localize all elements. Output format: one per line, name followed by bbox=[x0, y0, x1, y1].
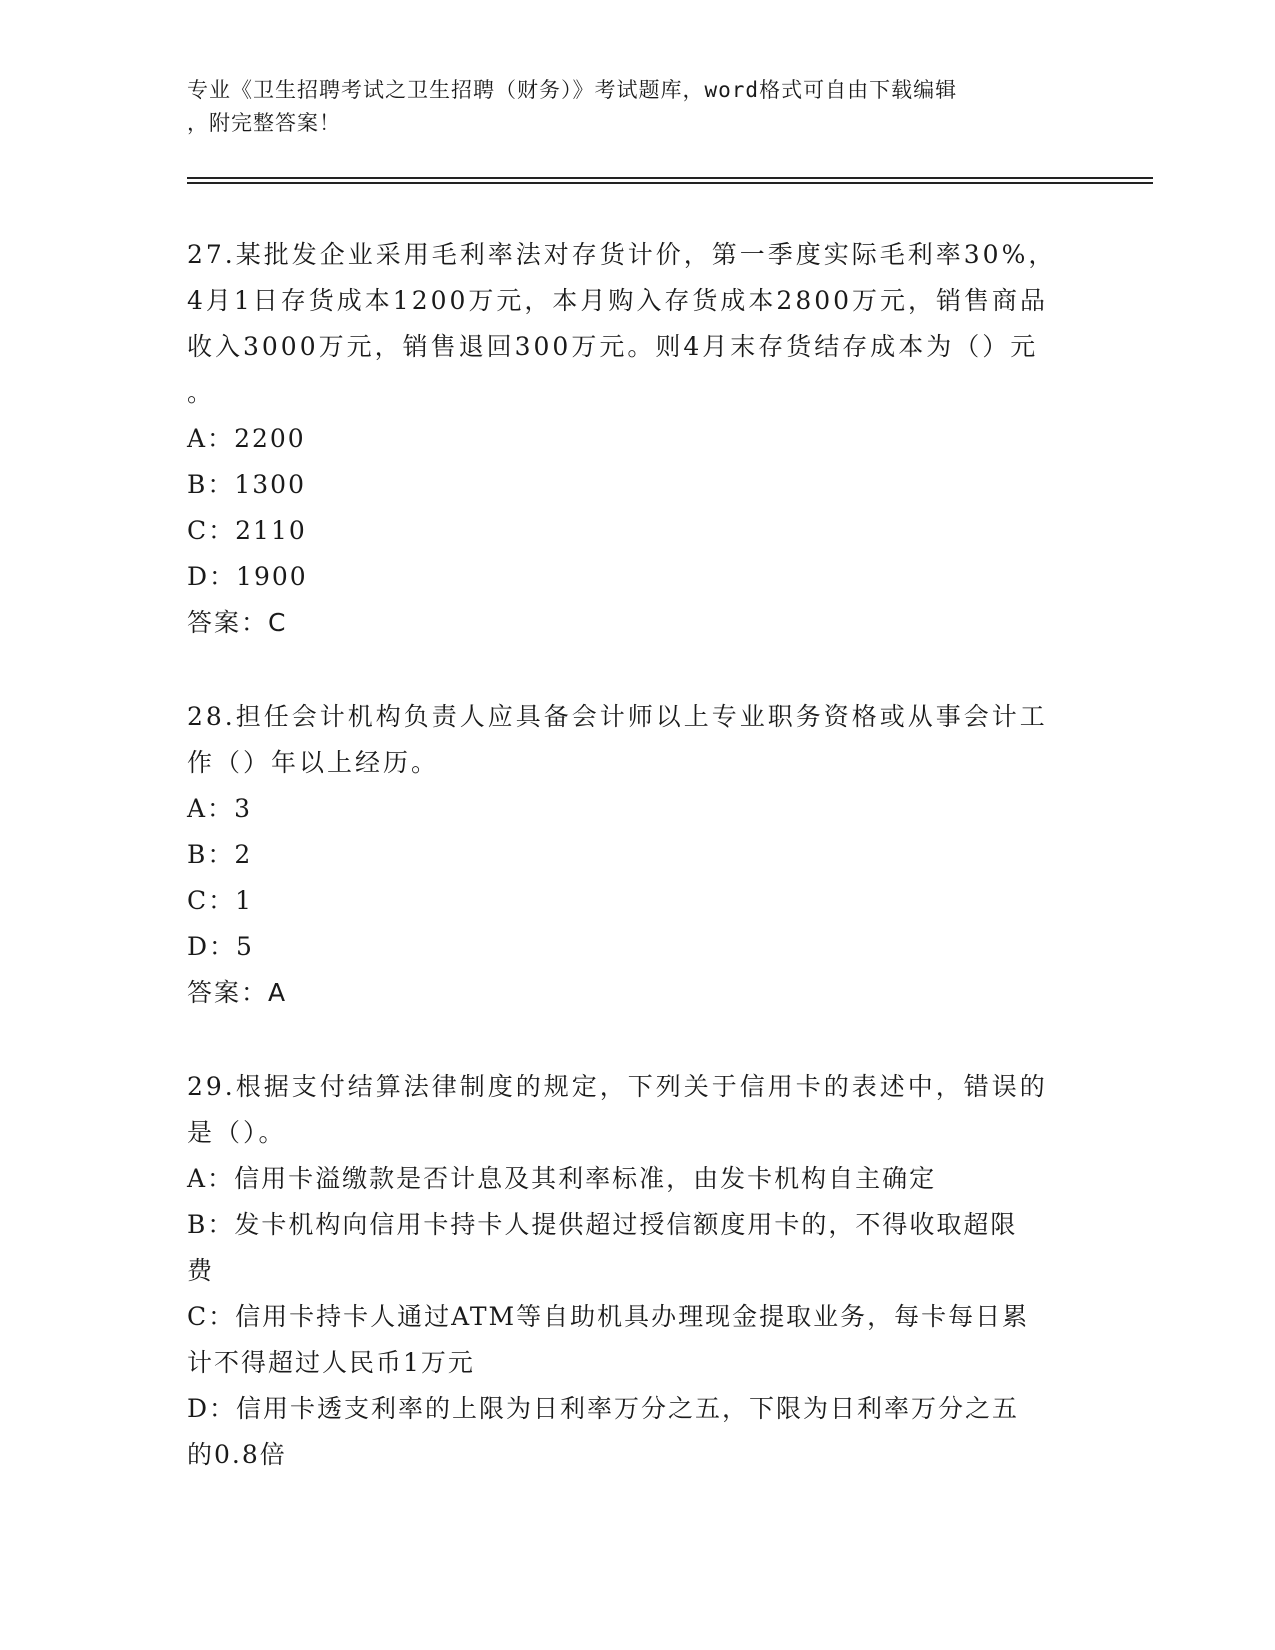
option-line bbox=[187, 878, 1087, 924]
option-label: B： bbox=[187, 1210, 235, 1239]
question-block bbox=[187, 694, 1087, 1016]
option-label: C： bbox=[187, 886, 236, 915]
question-list bbox=[187, 232, 1087, 1526]
option-line bbox=[187, 832, 1087, 878]
option-label: B： bbox=[187, 840, 235, 869]
option-label: A： bbox=[187, 794, 235, 823]
option-line bbox=[187, 1202, 1087, 1248]
question-text-line: 29.根据支付结算法律制度的规定，下列关于信用卡的表述中，错误的 bbox=[187, 1072, 1048, 1101]
option-text: 1300 bbox=[234, 470, 306, 499]
option-text: 信用卡透支利率的上限为日利率万分之五，下限为日利率万分之五 bbox=[236, 1394, 1020, 1423]
option-text: 5 bbox=[236, 932, 254, 961]
question-text-line: 收入3000万元，销售退回300万元。则4月末存货结存成本为（）元 bbox=[187, 332, 1039, 361]
option-label: D： bbox=[187, 932, 237, 961]
header-divider-bottom bbox=[187, 182, 1153, 184]
option-text: 3 bbox=[234, 794, 252, 823]
option-line bbox=[187, 1386, 1087, 1432]
option-line bbox=[187, 1248, 1087, 1294]
header-line-1: 专业《卫生招聘考试之卫生招聘（财务）》考试题库，word格式可自由下载编辑 bbox=[187, 78, 958, 102]
question-text-line: 27.某批发企业采用毛利率法对存货计价，第一季度实际毛利率30%， bbox=[187, 240, 1057, 269]
option-text: 费 bbox=[187, 1256, 215, 1285]
question-text-line: 4月1日存货成本1200万元，本月购入存货成本2800万元，销售商品 bbox=[187, 286, 1049, 315]
option-label: C： bbox=[187, 516, 236, 545]
option-text: 的0.8倍 bbox=[187, 1440, 287, 1469]
option-label: D： bbox=[187, 562, 237, 591]
option-text: 2110 bbox=[235, 516, 307, 545]
option-text: 1 bbox=[235, 886, 254, 915]
question-text-line: 28.担任会计机构负责人应具备会计师以上专业职务资格或从事会计工 bbox=[187, 702, 1048, 731]
option-line bbox=[187, 462, 1087, 508]
answer-line: 答案：C bbox=[187, 608, 288, 637]
option-text: 1900 bbox=[236, 562, 308, 591]
option-label: C： bbox=[187, 1302, 236, 1331]
question-block bbox=[187, 232, 1087, 646]
option-text: 计不得超过人民币1万元 bbox=[187, 1348, 475, 1377]
option-text: 2 bbox=[234, 840, 253, 869]
option-text: 2200 bbox=[234, 424, 306, 453]
option-label: B： bbox=[187, 470, 235, 499]
question-text-line: 作（）年以上经历。 bbox=[187, 748, 440, 777]
question-block bbox=[187, 1064, 1087, 1478]
option-line bbox=[187, 1340, 1087, 1386]
option-text: 发卡机构向信用卡持卡人提供超过授信额度用卡的，不得收取超限 bbox=[234, 1210, 1018, 1239]
option-label: A： bbox=[187, 1164, 235, 1193]
option-label: D： bbox=[187, 1394, 237, 1423]
answer-line: 答案：A bbox=[187, 978, 288, 1007]
option-text: 信用卡溢缴款是否计息及其利率标准，由发卡机构自主确定 bbox=[234, 1164, 937, 1193]
header-line-2: ，附完整答案！ bbox=[187, 111, 341, 135]
document-header bbox=[187, 74, 1067, 140]
option-line bbox=[187, 924, 1087, 970]
option-line bbox=[187, 508, 1087, 554]
option-label: A： bbox=[187, 424, 235, 453]
header-divider-top bbox=[187, 177, 1153, 179]
option-line bbox=[187, 786, 1087, 832]
question-text-line: 。 bbox=[187, 378, 216, 407]
question-text-line: 是（）。 bbox=[187, 1118, 287, 1147]
option-text: 信用卡持卡人通过ATM等自助机具办理现金提取业务，每卡每日累 bbox=[235, 1302, 1030, 1331]
option-line bbox=[187, 1432, 1087, 1478]
option-line bbox=[187, 1156, 1087, 1202]
option-line bbox=[187, 416, 1087, 462]
option-line bbox=[187, 554, 1087, 600]
option-line bbox=[187, 1294, 1087, 1340]
